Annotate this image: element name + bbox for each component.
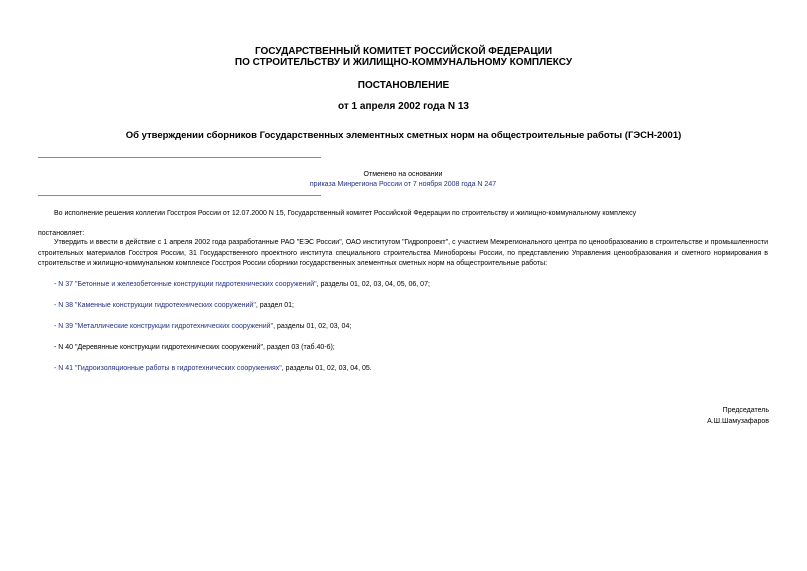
list-item-sections: , разделы 01, 02, 03, 04, 05. xyxy=(281,365,372,372)
collection-link-39[interactable]: - N 39 "Металлические конструкции гидротехнических сооружений" xyxy=(54,323,274,330)
signature-position: Председатель xyxy=(722,407,769,414)
list-item xyxy=(54,280,430,290)
list-item xyxy=(54,301,294,311)
list-item-sections: , разделы 01, 02, 03, 04, 05, 06, 07; xyxy=(316,281,430,288)
document-date: от 1 апреля 2002 года N 13 xyxy=(338,101,469,112)
list-item-sections: , разделы 01, 02, 03, 04; xyxy=(273,323,352,330)
collection-text-40: - N 40 "Деревянные конструкции гидротехнических сооружений", раздел 03 (таб.40-6); xyxy=(54,344,335,351)
main-paragraph: Утвердить и ввести в действие с 1 апреля 2002 года разработанные РАО "ЕЭС России", ОАО институтом "Гидропроект", с участием Межрегионального центра по ценообразованию в строительстве и промышленности строительных материалов Госстроя России, 31 Государственного проектного института специального строительства Минобороны России, по представлению Управления ценообразования и сметного нормирования в строительстве и жилищно-коммунальном комплексе Госстроя России сборники государственных элементных сметных норм на общестроительные работы: xyxy=(38,239,768,267)
collection-link-41[interactable]: - N 41 "Гидроизоляционные работы в гидротехнических сооружениях" xyxy=(54,365,282,372)
list-item xyxy=(54,343,335,353)
signature-name: А.Ш.Шамузафаров xyxy=(707,418,769,425)
divider-bottom xyxy=(38,195,321,196)
document-title: Об утверждении сборников Государственных элементных сметных норм на общестроительные работы (ГЭСН-2001) xyxy=(125,130,682,141)
org-name-line1: ГОСУДАРСТВЕННЫЙ КОМИТЕТ РОССИЙСКОЙ ФЕДЕРАЦИИ xyxy=(254,46,553,57)
resolves-label: постановляет: xyxy=(38,230,85,237)
notice-text: Отменено на основании xyxy=(363,171,443,178)
list-item xyxy=(54,364,372,374)
notice-link[interactable]: приказа Минрегиона России от 7 ноября 2008 года N 247 xyxy=(309,181,497,188)
list-item xyxy=(54,322,351,332)
collection-link-38[interactable]: - N 38 "Каменные конструкции гидротехнических сооружений" xyxy=(54,302,256,309)
list-item-sections: , раздел 01; xyxy=(255,302,294,309)
divider-top xyxy=(38,157,321,158)
collection-link-37[interactable]: - N 37 "Бетонные и железобетонные конструкции гидротехнических сооружений" xyxy=(54,281,317,288)
intro-paragraph: Во исполнение решения коллегии Госстроя России от 12.07.2000 N 15, Государственный комитет Российской Федерации по строительству и жилищно-коммунальному комплексу xyxy=(54,210,637,217)
document-type: ПОСТАНОВЛЕНИЕ xyxy=(357,80,450,91)
org-name-line2: ПО СТРОИТЕЛЬСТВУ И ЖИЛИЩНО-КОММУНАЛЬНОМУ КОМПЛЕКСУ xyxy=(234,57,573,68)
